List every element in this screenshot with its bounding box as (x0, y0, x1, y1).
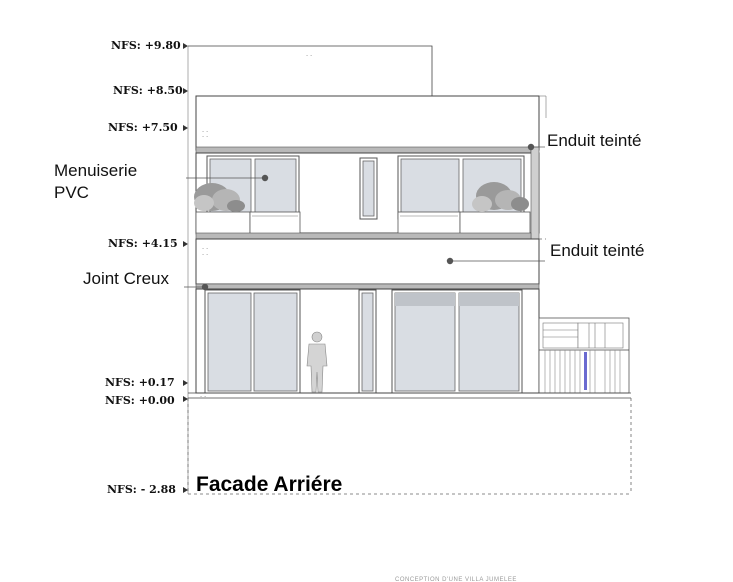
level-arrow (183, 487, 188, 493)
level-label-8-50: NFS: +8.50 (113, 84, 183, 97)
drawing-title: Facade Arriére (196, 473, 343, 496)
footer-caption: CONCEPTION D'UNE VILLA JUMELEE (395, 577, 517, 582)
svg-text:- -: - - (202, 245, 209, 252)
joint-creux-band (196, 284, 539, 289)
mid-slab-band (196, 233, 531, 239)
level-arrow (183, 88, 188, 94)
level-label-0-17: NFS: +0.17 (105, 376, 175, 389)
svg-text:- -: - - (200, 393, 207, 400)
level-arrow (183, 125, 188, 131)
svg-text:- -: - - (306, 52, 313, 59)
svg-text:- -: - - (202, 133, 209, 140)
side-annex (539, 318, 629, 393)
mid-band (196, 239, 539, 284)
callout-menuiserie-line1: Menuiserie (54, 161, 138, 180)
svg-text:- -: - - (202, 128, 209, 135)
svg-text:- -: - - (202, 251, 209, 258)
level-label-7-50: NFS: +7.50 (108, 121, 178, 134)
ground-narrow-window (359, 290, 376, 393)
callout-menuiserie-line2: PVC (54, 183, 89, 202)
level-arrow (183, 380, 188, 386)
ground-left-window (205, 290, 300, 393)
ground-right-window (392, 290, 522, 393)
level-label-minus-2-88: NFS: - 2.88 (107, 483, 176, 496)
level-arrow (183, 241, 188, 247)
upper-band (196, 96, 539, 150)
callout-joint-creux: Joint Creux (83, 269, 169, 288)
level-arrow (183, 396, 188, 402)
upper-narrow-window (360, 158, 377, 219)
building (188, 46, 631, 494)
level-arrow (183, 43, 188, 49)
level-label-9-80: NFS: +9.80 (111, 39, 181, 52)
level-markers (105, 39, 188, 496)
upper-slab-band (196, 147, 531, 153)
level-label-4-15: NFS: +4.15 (108, 237, 178, 250)
level-label-0-00: NFS: +0.00 (105, 394, 175, 407)
callout-enduit-mid: Enduit teinté (550, 241, 645, 260)
callout-enduit-top: Enduit teinté (547, 131, 642, 150)
